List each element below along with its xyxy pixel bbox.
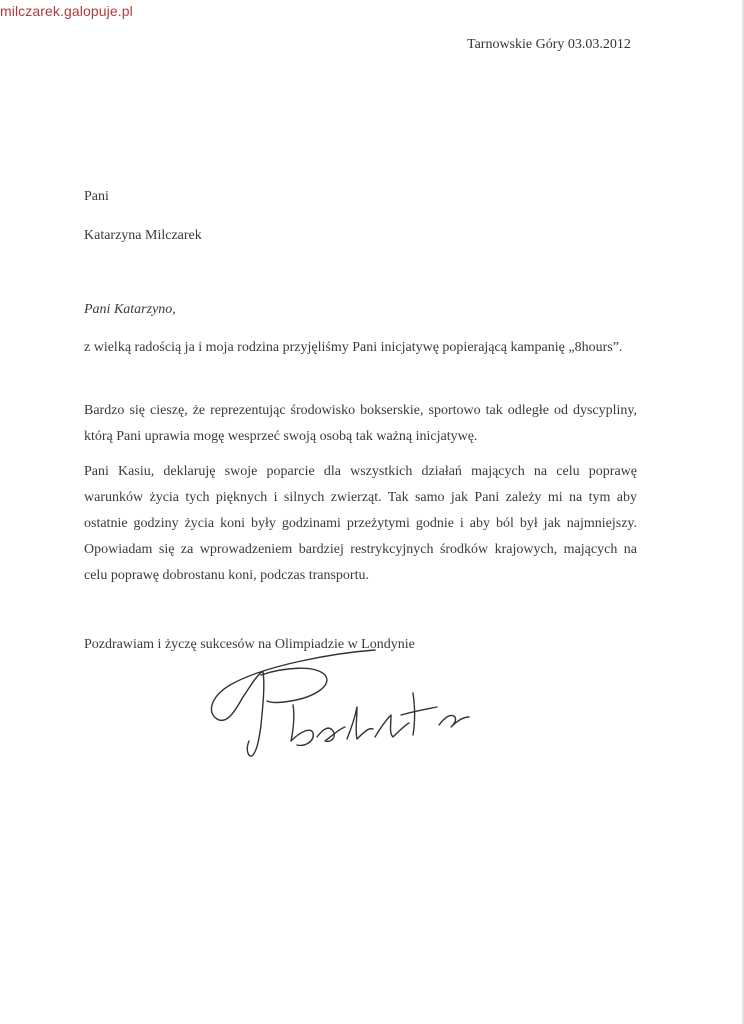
watermark: milczarek.galopuje.pl xyxy=(0,3,133,19)
date-line: Tarnowskie Góry 03.03.2012 xyxy=(467,37,631,52)
closing-line: Pozdrawiam i życzę sukcesów na Olimpiadzie w Londynie xyxy=(84,637,415,652)
salutation: Pani Katarzyno, xyxy=(84,302,176,317)
recipient-name: Katarzyna Milczarek xyxy=(84,228,202,243)
signature-image xyxy=(205,645,475,775)
paragraph: z wielką radością ja i moja rodzina przyjęliśmy Pani inicjatywę popierającą kampanię „8hours”. xyxy=(84,340,623,355)
paragraph: Bardzo się cieszę, że reprezentując środowisko bokserskie, sportowo tak odległe od dyscypliny, którą Pani uprawia mogę wesprzeć swoją osobą tak ważną inicjatywę. xyxy=(84,403,637,444)
recipient-title: Pani xyxy=(84,189,109,204)
paragraph: Pani Kasiu, deklaruję swoje poparcie dla wszystkich działań mających na celu poprawę warunków życia tych pięknych i silnych zwierząt. Tak samo jak Pani zależy mi na tym aby ostatnie godziny życia koni były godzinami przeżytymi godnie i aby ból był jak najmniejszy. Opowiadam się za wprowadzeniem bardziej restrykcyjnych środków krajowych, mających na celu poprawę dobrostanu koni, podczas transportu. xyxy=(84,464,637,583)
